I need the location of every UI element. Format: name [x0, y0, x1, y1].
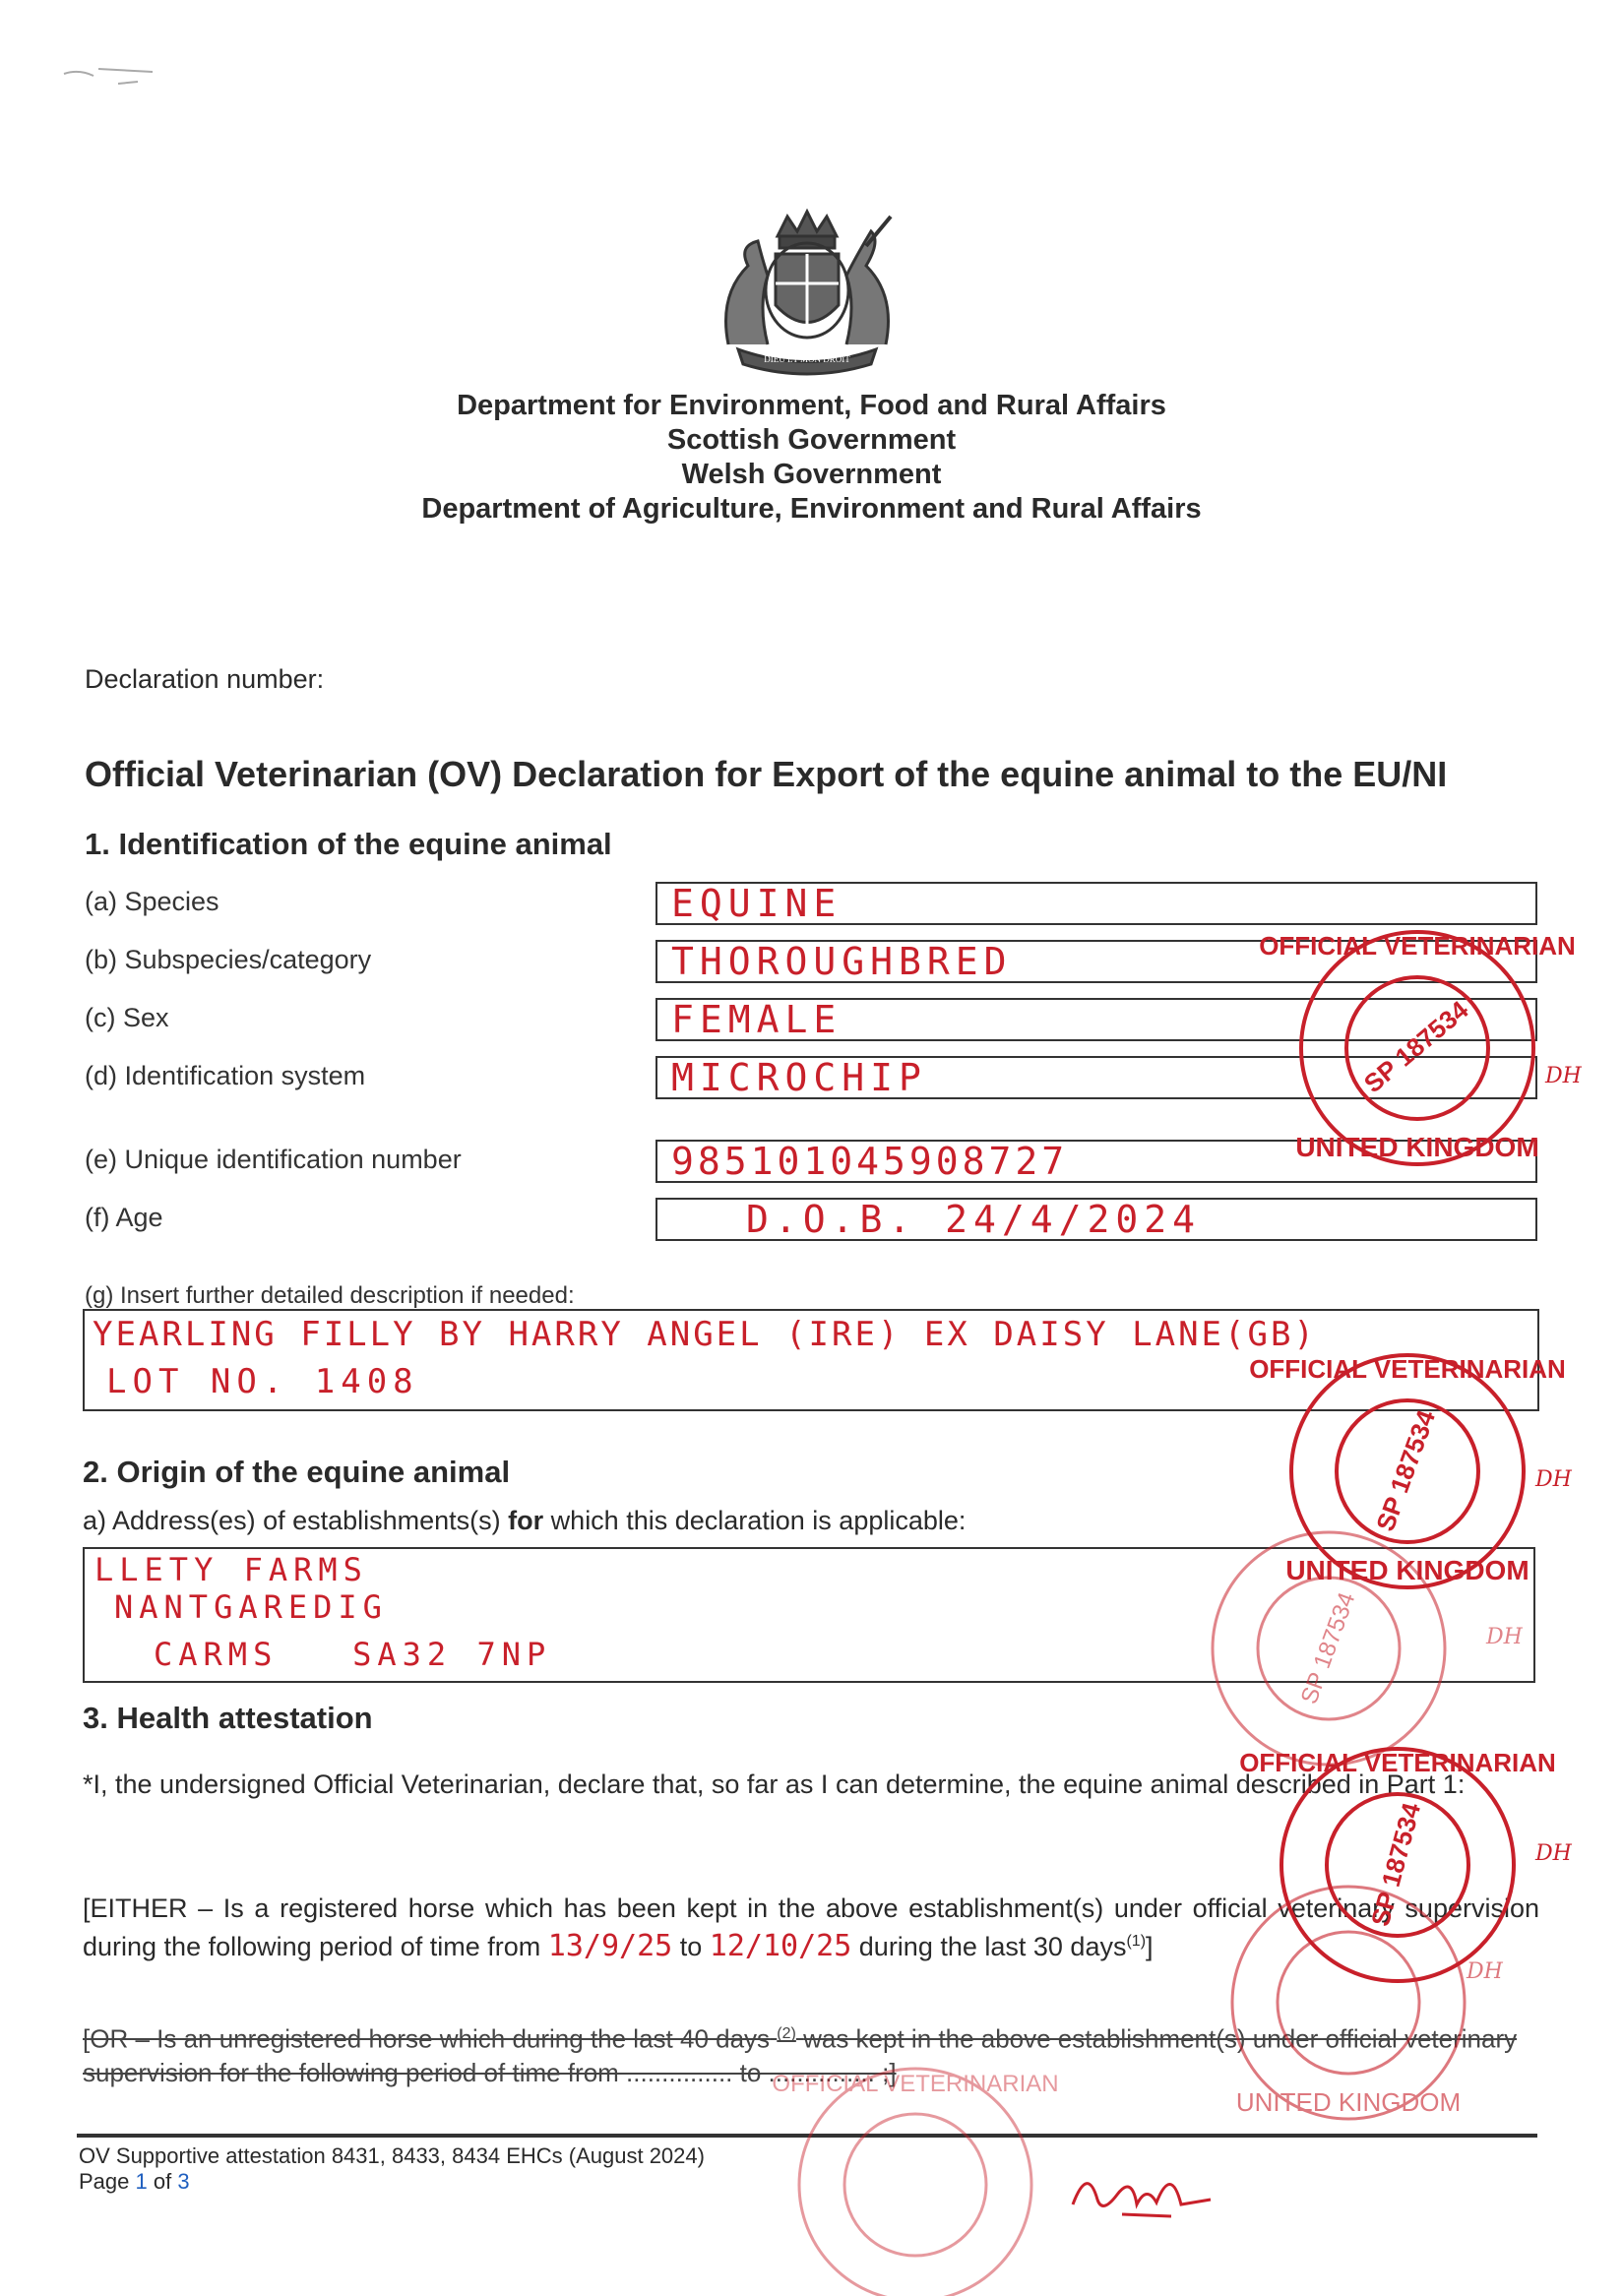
subspecies-value: THOROUGHBRED — [671, 940, 1013, 983]
either-to-date: 12/10/25 — [709, 1929, 852, 1963]
description-label: (g) Insert further detailed description if needed: — [85, 1282, 575, 1309]
section2-heading: 2. Origin of the equine animal — [83, 1455, 511, 1489]
stamp-1-center: SP 187534 — [1357, 994, 1474, 1099]
species-label: (a) Species — [85, 887, 219, 916]
sex-label: (c) Sex — [85, 1003, 169, 1032]
stamp-3-center: SP 187534 — [1295, 1588, 1361, 1708]
uid-label: (e) Unique identification number — [85, 1145, 462, 1174]
address-line-3: CARMS SA32 7NP — [154, 1636, 552, 1673]
page-indicator: Page 1 of 3 — [79, 2169, 190, 2194]
official-stamp-6 — [772, 2037, 1059, 2296]
stamp-1-top: OFFICIAL VETERINARIAN — [1259, 931, 1576, 961]
page-title: Official Veterinarian (OV) Declaration for Export of the equine animal to the EU/NI — [85, 754, 1448, 794]
id-system-value: MICROCHIP — [671, 1056, 927, 1099]
sex-value: FEMALE — [671, 998, 843, 1041]
declaration-number-label: Declaration number: — [85, 664, 325, 694]
stamp-1-initials: DH — [1545, 1064, 1582, 1088]
subspecies-label: (b) Subspecies/category — [85, 945, 372, 974]
description-line1: YEARLING FILLY BY HARRY ANGEL (IRE) EX DAISY LANE(GB) — [93, 1315, 1317, 1354]
section3-heading: 3. Health attestation — [83, 1701, 373, 1735]
footer-line: OV Supportive attestation 8431, 8433, 8434 EHCs (August 2024) — [79, 2143, 705, 2168]
stamp-3-initials: DH — [1486, 1625, 1523, 1649]
address-label: a) Address(es) of establishments(s) for which this declaration is applicable: — [83, 1506, 967, 1535]
scan-mark — [59, 54, 177, 93]
either-clause: [EITHER – Is a registered horse which has been kept in the above establishment(s) under official veterinary supervision during the following period of time from 13/9/25 to 12/10/25 during the last 30 days$^{(1)}$] — [83, 1893, 1539, 1963]
or-clause-struck: [OR – Is an unregistered horse which during the last 40 days $^{(2)}$ was kept in the above establishment(s) under official veterinary supervision for the following period of time from ............... to ............... ;] — [83, 2023, 1518, 2087]
stamp-2-top: OFFICIAL VETERINARIAN — [1249, 1354, 1566, 1384]
stamp-2-center: SP 187534 — [1370, 1405, 1442, 1535]
age-field[interactable] — [655, 1198, 1537, 1241]
age-label: (f) Age — [85, 1203, 163, 1232]
stamp-5-bottom: UNITED KINGDOM — [1235, 2087, 1462, 2117]
dept-welsh-gov: Welsh Government — [681, 459, 942, 490]
official-stamp-5 — [1211, 1870, 1506, 2136]
species-value: EQUINE — [671, 882, 843, 925]
official-stamp-1 — [1259, 915, 1582, 1181]
dept-scottish-gov: Scottish Government — [666, 424, 957, 456]
address-line-1: LLETY FARMS — [94, 1551, 368, 1588]
stamp-1-bottom: UNITED KINGDOM — [1295, 1132, 1539, 1162]
id-system-label: (d) Identification system — [85, 1061, 366, 1090]
description-line2: LOT NO. 1408 — [106, 1362, 419, 1401]
uid-value: 985101045908727 — [671, 1140, 1069, 1183]
dept-daera: Department of Agriculture, Environment and Rural Affairs — [421, 493, 1202, 525]
section1-heading: 1. Identification of the equine animal — [85, 827, 612, 861]
attestation-intro: *I, the undersigned Official Veterinarian, declare that, so far as I can determine, the equine animal described in Part 1: — [83, 1769, 1466, 1799]
stamp-2-bottom: UNITED KINGDOM — [1285, 1555, 1529, 1585]
address-line-2: NANTGAREDIG — [114, 1588, 388, 1626]
royal-crest-icon — [709, 207, 905, 379]
stamp-2-initials: DH — [1535, 1467, 1572, 1492]
stamp-4-initials: DH — [1535, 1841, 1572, 1866]
crest-motto: DIEU ET MON DROIT — [764, 354, 850, 364]
stamp-4-center: SP 187534 — [1364, 1799, 1427, 1930]
stamp-4-top: OFFICIAL VETERINARIAN — [1239, 1748, 1556, 1777]
dept-defra: Department for Environment, Food and Rural Affairs — [457, 390, 1166, 421]
age-value: D.O.B. 24/4/2024 — [746, 1198, 1202, 1241]
signature-icon — [1063, 2155, 1240, 2234]
either-from-date: 13/9/25 — [547, 1929, 673, 1963]
stamp-5-initials: DH — [1467, 1959, 1503, 1984]
stamp-6-top: OFFICIAL VETERINARIAN — [772, 2071, 1059, 2097]
